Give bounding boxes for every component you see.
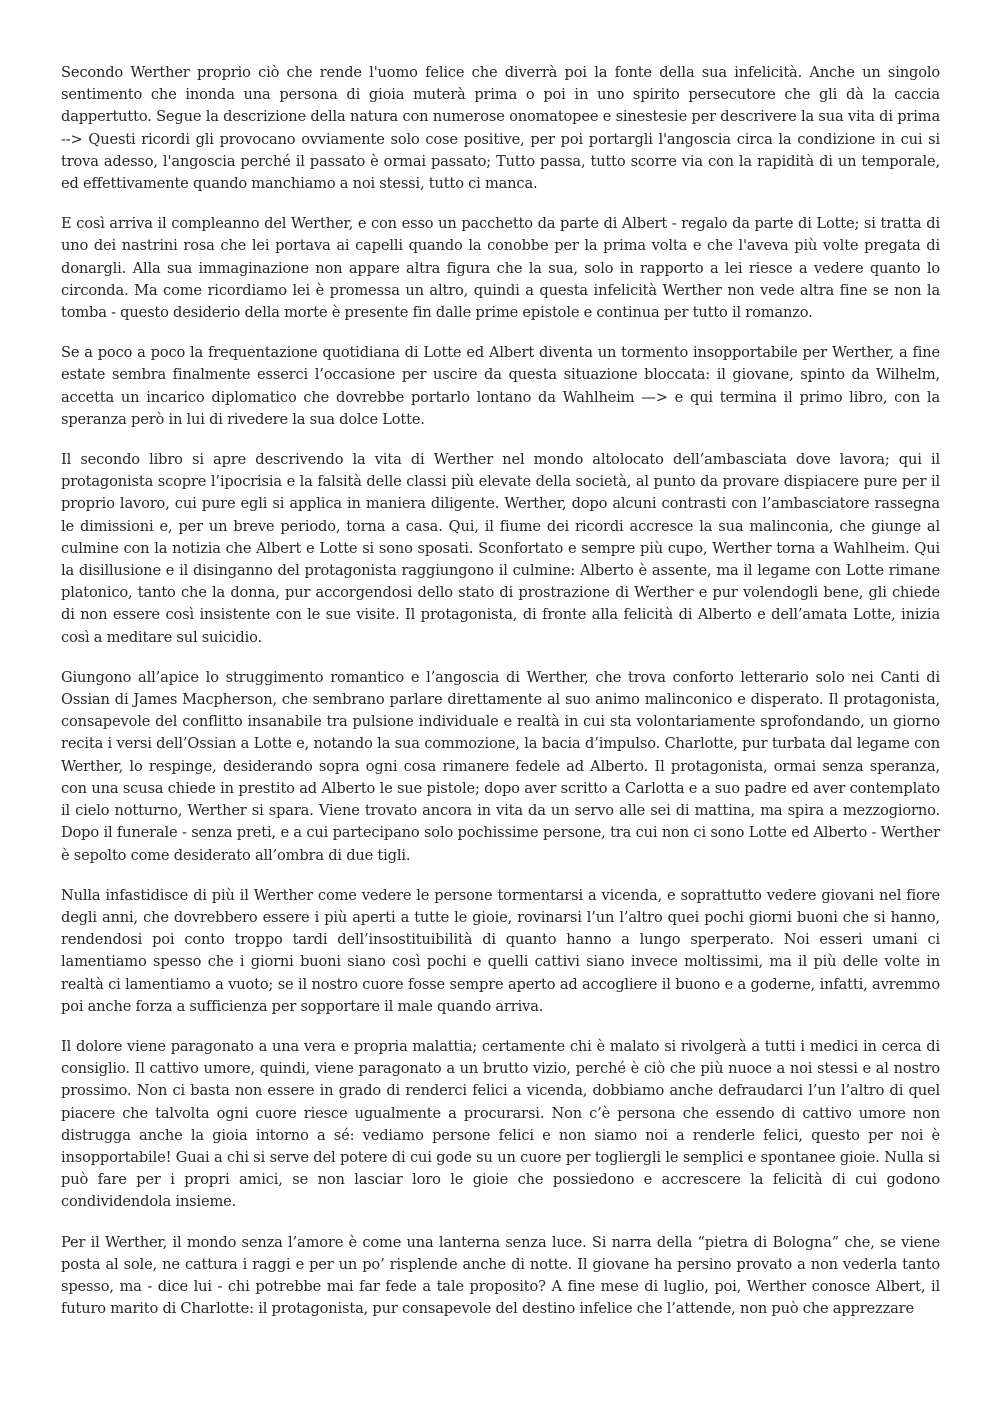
paragraph-7: Il dolore viene paragonato a una vera e propria malattia; certamente chi è malato si rivolgerà a tutti i medici in cerca di consiglio. Il cattivo umore, quindi, viene paragonato a un brutto vizio, perché è ciò che più nuoce a noi stessi e al nostro prossimo. Non ci basta non essere in grado di renderci felici a vicenda, dobbiamo anche defraudarci l’un l’altro di quel piacere che talvolta ogni cuore riesce ugualmente a procurarsi. Non c’è persona che essendo di cattivo umore non distrugga anche la gioia intorno a sé: vediamo persone felici e non siamo noi a renderle felici, questo per noi è insopportabile! Guai a chi si serve del potere di cui gode su un cuore per togliergli le semplici e spontanee gioie. Nulla si può fare per i propri amici, se non lasciar loro le gioie che possiedono e accrescere la felicità di cui godono condividendola insieme. bbox=[61, 1037, 940, 1211]
paragraph-2: E così arriva il compleanno del Werther, e con esso un pacchetto da parte di Albert - regalo da parte di Lotte; si tratta di uno dei nastrini rosa che lei portava ai capelli quando la conobbe per la prima volta e che l'aveva più volte pregata di donargli. Alla sua immaginazione non appare altra figura che la sua, solo in rapporto a lei riesce a vedere quanto lo circonda. Ma come ricordiamo lei è promessa un altro, quindi a questa infelicità Werther non vede altra fine se non la tomba - questo desiderio della morte è presente fin dalle prime epistole e continua per tutto il romanzo. bbox=[61, 215, 940, 322]
paragraph-1: Secondo Werther proprio ciò che rende l'uomo felice che diverrà poi la fonte della sua infelicità. Anche un singolo sentimento che inonda una persona di gioia muterà prima o poi in uno spirito persecutore che gli dà la caccia dappertutto. Segue la descrizione della natura con numerose onomatopee e sinestesie per descrivere la sua vita di prima --> Questi ricordi gli provocano ovviamente solo cose positive, per poi portargli l'angoscia circa la condizione in cui si trova adesso, l'angoscia perché il passato è ormai passato; Tutto passa, tutto scorre via con la rapidità di un temporale, ed effettivamente quando manchiamo a noi stessi, tutto ci manca. bbox=[61, 64, 940, 193]
paragraph-6: Nulla infastidisce di più il Werther come vedere le persone tormentarsi a vicenda, e soprattutto vedere giovani nel fiore degli anni, che dovrebbero essere i più aperti a tutte le gioie, rovinarsi l’un l’altro quei pochi giorni buoni che si hanno, rendendosi poi conto troppo tardi dell’insostituibilità di quanto hanno a lungo sperperato. Noi esseri umani ci lamentiamo spesso che i giorni buoni siano così pochi e quelli cattivi siano invece moltissimi, ma il più delle volte in realtà ci lamentiamo a vuoto; se il nostro cuore fosse sempre aperto ad accogliere il buono e a goderne, infatti, avremmo poi anche forza a sufficienza per sopportare il male quando arriva. bbox=[61, 886, 940, 1015]
paragraph-8: Per il Werther, il mondo senza l’amore è come una lanterna senza luce. Si narra della “pietra di Bologna” che, se viene posta al sole, ne cattura i raggi e per un po’ risplende anche di notte. Il giovane ha persino provato a non vederla tanto spesso, ma - dice lui - chi potrebbe mai far fede a tale proposito? A fine mese di luglio, poi, Werther conosce Albert, il futuro marito di Charlotte: il protagonista, pur consapevole del destino infelice che l’attende, non può che apprezzare bbox=[61, 1233, 940, 1318]
paragraph-3: Se a poco a poco la frequentazione quotidiana di Lotte ed Albert diventa un tormento insopportabile per Werther, a fine estate sembra finalmente esserci l’occasione per uscire da questa situazione bloccata: il giovane, spinto da Wilhelm, accetta un incarico diplomatico che dovrebbe portarlo lontano da Wahlheim —> e qui termina il primo libro, con la speranza però in lui di rivedere la sua dolce Lotte. bbox=[61, 344, 940, 428]
paragraph-5: Giungono all’apice lo struggimento romantico e l’angoscia di Werther, che trova conforto letterario solo nei Canti di Ossian di James Macpherson, che sembrano parlare direttamente al suo animo malinconico e disperato. Il protagonista, consapevole del conflitto insanabile tra pulsione individuale e realtà in cui sta volontariamente sprofondando, un giorno recita i versi dell’Ossian a Lotte e, notando la sua commozione, la bacia d’impulso. Charlotte, pur turbata dal legame con Werther, lo respinge, desiderando sopra ogni cosa rimanere fedele ad Alberto. Il protagonista, ormai senza speranza, con una scusa chiede in prestito ad Alberto le sue pistole; dopo aver scritto a Carlotta e a suo padre ed aver contemplato il cielo notturno, Werther si spara. Viene trovato ancora in vita da un servo alle sei di mattina, ma spira a mezzogiorno. Dopo il funerale - senza preti, e a cui partecipano solo pochissime persone, tra cui non ci sono Lotte ed Alberto - Werther è sepolto come desiderato all’ombra di due tigli. bbox=[61, 668, 940, 864]
paragraph-4: Il secondo libro si apre descrivendo la vita di Werther nel mondo altolocato dell’ambasciata dove lavora; qui il protagonista scopre l’ipocrisia e la falsità delle classi più elevate della società, al punto da provare dispiacere pure per il proprio lavoro, cui pure egli si applica in maniera diligente. Werther, dopo alcuni contrasti con l’ambasciatore rassegna le dimissioni e, per un breve periodo, torna a casa. Qui, il fiume dei ricordi accresce la sua malinconia, che giunge al culmine con la notizia che Albert e Lotte si sono sposati. Sconfortato e sempre più cupo, Werther torna a Wahlheim. Qui la disillusione e il disinganno del protagonista raggiungono il culmine: Alberto è assente, ma il legame con Lotte rimane platonico, tanto che la donna, pur accorgendosi dello stato di prostrazione di Werther e pur volendogli bene, gli chiede di non essere così insistente con le sue visite. Il protagonista, di fronte alla felicità di Alberto e dell’amata Lotte, inizia così a meditare sul suicidio. bbox=[61, 451, 940, 646]
